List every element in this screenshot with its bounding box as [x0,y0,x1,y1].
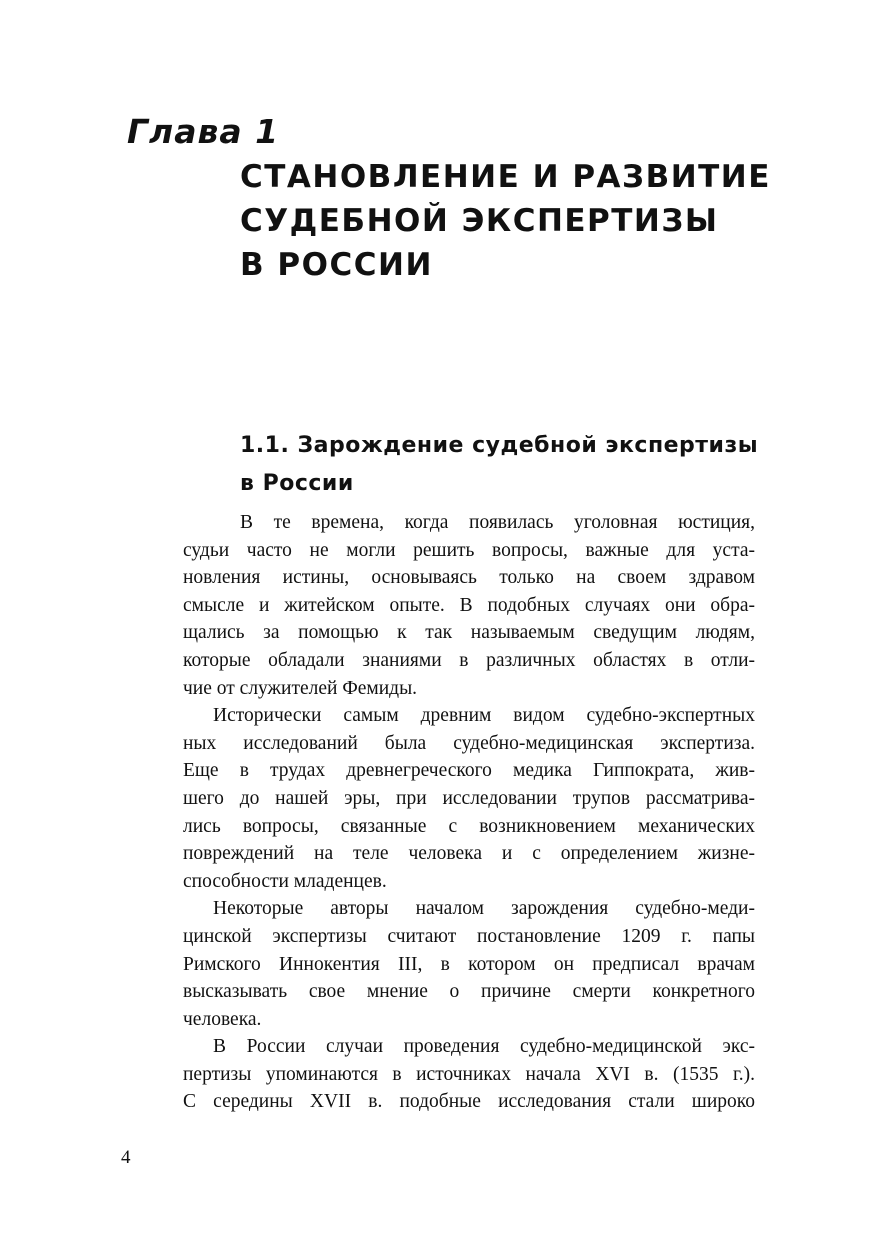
text-line: Римского Иннокентия III, в котором он предписал врачам [183,953,755,975]
text-line: чие от служителей Фемиды. [183,677,418,699]
text-line: повреждений на теле человека и с определением жизне- [183,843,755,865]
body-text [183,509,755,1116]
paragraph [183,509,755,702]
text-line: С середины XVII в. подобные исследования стали широко [183,1091,755,1113]
text-line: В России случаи проведения судебно-медицинской экс- [213,1036,755,1058]
text-line: которые обладали знаниями в различных областях в отли- [183,649,755,671]
text-line: пертизы упоминаются в источниках начала XVI в. (1535 г.). [183,1063,755,1085]
text-line: Еще в трудах древнегреческого медика Гиппократа, жив- [183,760,755,782]
section-title-line: в России [240,471,354,496]
text-line: цинской экспертизы считают постановление 1209 г. папы [183,925,755,947]
text-line: В те времена, когда появилась уголовная юстиция, [240,512,755,533]
text-line: высказывать свое мнение о причине смерти конкретного [183,981,755,1003]
text-line: шего до нашей эры, при исследовании трупов рассматрива- [183,787,755,809]
text-line: новления истины, основываясь только на своем здравом [183,567,755,589]
paragraph [183,1033,755,1116]
text-line: способности младенцев. [183,870,387,892]
text-line: смысле и житейском опыте. В подобных случаях они обра- [183,594,755,616]
page-number: 4 [121,1147,131,1168]
text-line: лись вопросы, связанные с возникновением механических [183,815,755,837]
paragraph [183,702,755,895]
paragraph [183,895,755,1033]
chapter-label: Глава 1 [127,112,280,151]
text-line: Некоторые авторы началом зарождения судебно-меди- [213,898,755,920]
text-line: судьи часто не могли решить вопросы, важные для уста- [183,539,755,561]
text-line: Исторически самым древним видом судебно-экспертных [213,705,755,727]
chapter-title-line: В РОССИИ [240,247,433,283]
chapter-title [240,155,800,287]
text-line: человека. [183,1008,262,1030]
section-title-line: 1.1. Зарождение судебной экспертизы [240,433,759,458]
chapter-title-line: СУДЕБНОЙ ЭКСПЕРТИЗЫ [240,203,719,239]
section-title [240,427,800,503]
text-line: ных исследований была судебно-медицинская экспертиза. [183,732,755,754]
chapter-title-line: СТАНОВЛЕНИЕ И РАЗВИТИЕ [240,159,771,195]
text-line: щались за помощью к так называемым сведущим людям, [183,622,755,644]
